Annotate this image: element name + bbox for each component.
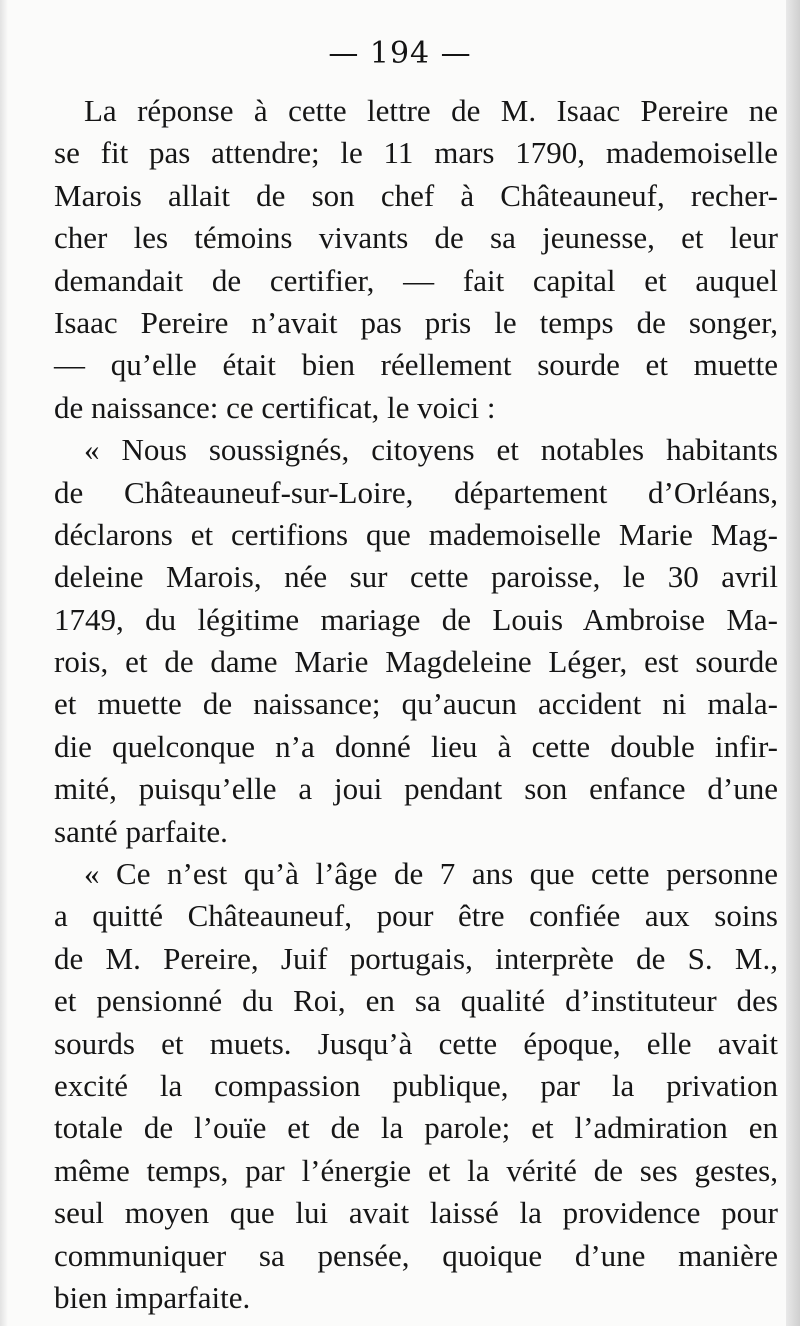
text-line: santé parfaite. (54, 813, 228, 849)
text-line: a quitté Châteauneuf, pour être confiée aux soins (54, 898, 778, 934)
text-line: die quelconque n’a donné lieu à cette double infir- (54, 728, 778, 764)
body-text (54, 90, 778, 1319)
page-number-header: — 194 — (328, 36, 472, 71)
text-line: sourds et muets. Jusqu’à cette époque, elle avait (54, 1025, 778, 1061)
text-line: 1749, du légitime mariage de Louis Ambroise Ma- (54, 601, 778, 637)
text-line: Isaac Pereire n’avait pas pris le temps de songer, (54, 304, 778, 340)
text-line: se fit pas attendre; le 11 mars 1790, mademoiselle (54, 135, 778, 171)
text-line: de naissance: ce certificat, le voici : (54, 389, 496, 425)
text-line: totale de l’ouïe et de la parole; et l’admiration en (54, 1110, 778, 1146)
text-line: bien imparfaite. (54, 1279, 251, 1315)
text-line: cher les témoins vivants de sa jeunesse, et leur (54, 220, 778, 256)
text-line: même temps, par l’énergie et la vérité de ses gestes, (54, 1152, 778, 1188)
text-line: seul moyen que lui avait laissé la providence pour (54, 1195, 778, 1231)
text-line: « Ce n’est qu’à l’âge de 7 ans que cette personne (84, 856, 778, 892)
text-line: communiquer sa pensée, quoique d’une manière (54, 1237, 778, 1273)
text-line: rois, et de dame Marie Magdeleine Léger, est sourde (54, 644, 778, 680)
text-line: déclarons et certifions que mademoiselle Marie Mag- (54, 516, 778, 552)
text-line: mité, puisqu’elle a joui pendant son enfance d’une (54, 771, 778, 807)
text-line: demandait de certifier, — fait capital et auquel (54, 262, 778, 298)
text-line: Marois allait de son chef à Châteauneuf, recher- (54, 177, 778, 213)
text-line: « Nous soussignés, citoyens et notables habitants (84, 432, 778, 468)
text-line: et pensionné du Roi, en sa qualité d’instituteur des (54, 983, 778, 1019)
text-line: — qu’elle était bien réellement sourde et muette (54, 347, 778, 383)
page-edge-right (786, 0, 800, 1326)
text-line: La réponse à cette lettre de M. Isaac Pereire ne (84, 93, 778, 128)
text-line: excité la compassion publique, par la privation (54, 1067, 778, 1103)
text-line: et muette de naissance; qu’aucun accident ni mala- (54, 686, 778, 722)
text-line: de Châteauneuf-sur-Loire, département d’Orléans, (54, 474, 778, 510)
text-line: de M. Pereire, Juif portugais, interprète de S. M., (54, 940, 778, 976)
page-edge-left (0, 0, 8, 1326)
text-line: deleine Marois, née sur cette paroisse, le 30 avril (54, 559, 778, 595)
